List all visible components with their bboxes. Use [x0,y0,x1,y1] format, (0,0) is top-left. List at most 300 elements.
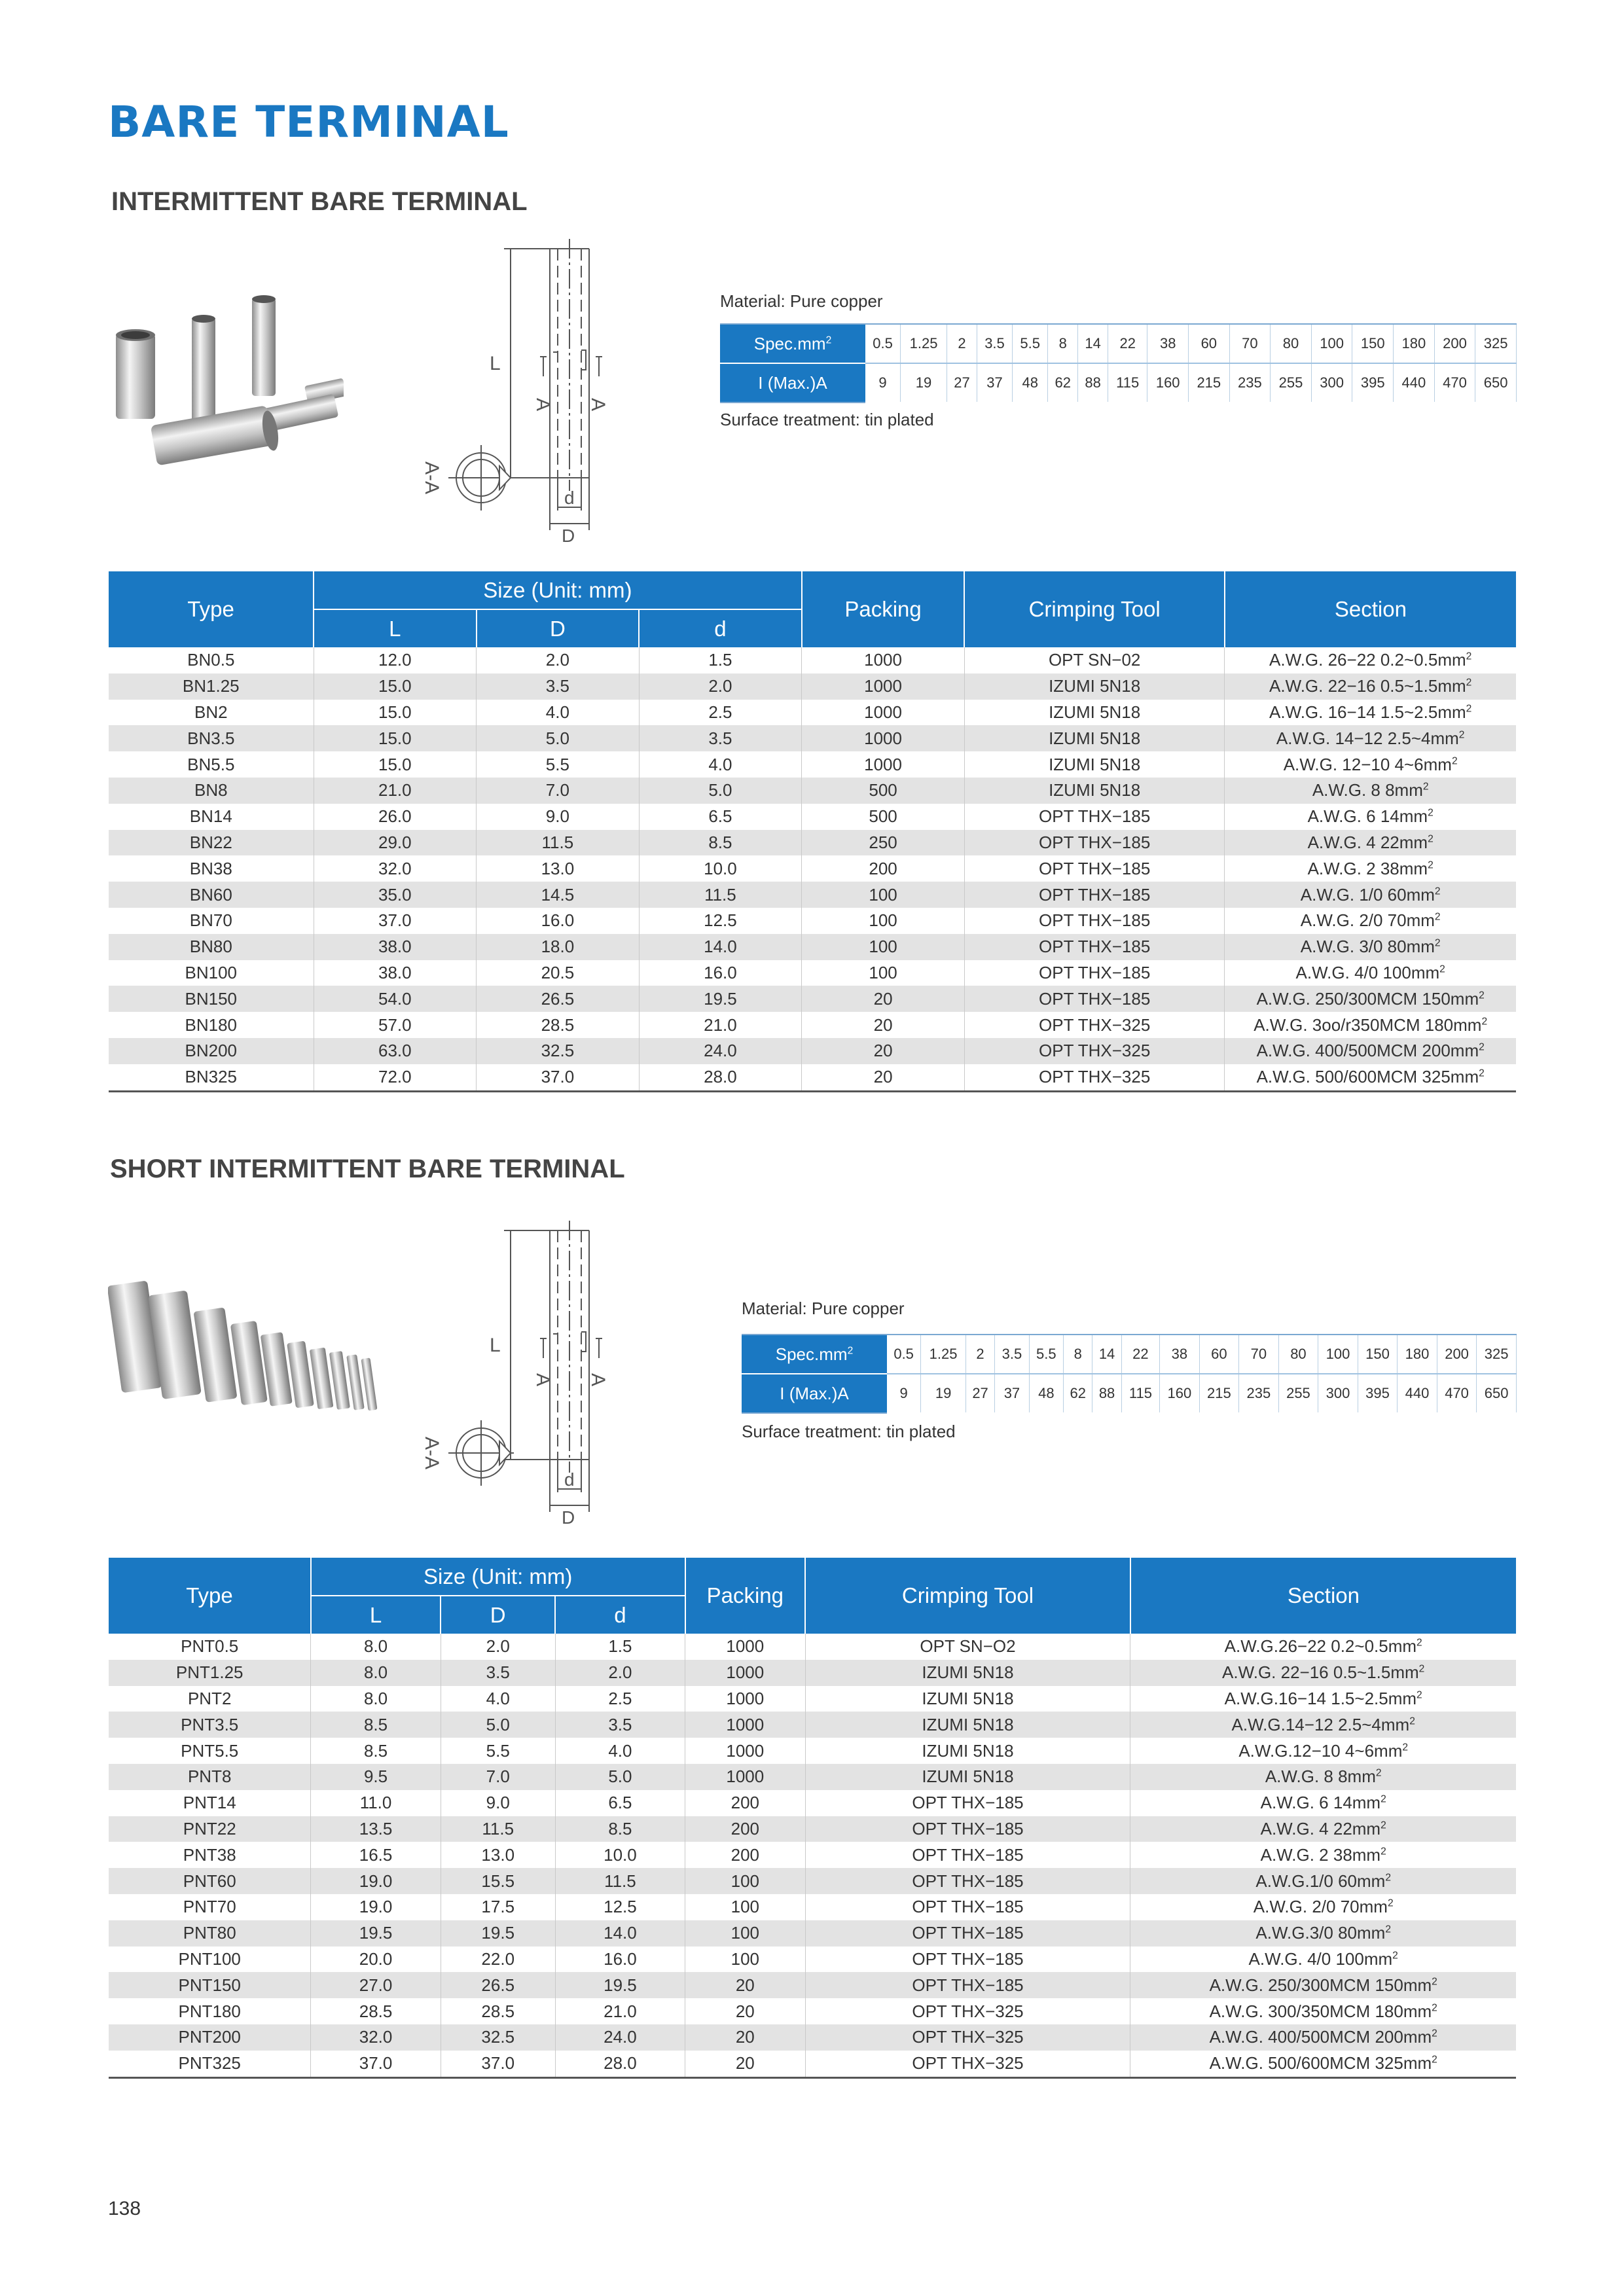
col2-size: Size (Unit: mm) [311,1558,685,1596]
table-cell: 35.0 [314,882,477,908]
table-cell: 500 [802,778,965,804]
technical-drawing-short-intermittent [412,1217,687,1525]
table-cell: 8.5 [555,1816,685,1842]
current-value: 48 [1013,363,1048,403]
table-cell: A.W.G. 4 $22mm^2$ [1225,830,1516,856]
table-cell: 19.5 [639,986,802,1012]
table-cell: A.W.G. 4 $22mm^2$ [1130,1816,1516,1842]
table-cell: IZUMI 5N18 [964,751,1224,778]
table-cell: 15.0 [314,700,477,726]
table-row [109,1764,1516,1790]
table-cell: PNT1.25 [109,1660,311,1686]
table-cell: 2.0 [441,1634,555,1660]
table-cell: 11.5 [441,1816,555,1842]
table-cell: 10.0 [555,1842,685,1868]
table-cell: 100 [685,1946,806,1973]
table-cell: 5.0 [555,1764,685,1790]
product-photo-short-intermittent [108,1273,396,1437]
table-row [109,673,1516,700]
current-value: 650 [1475,363,1517,403]
current-value: 215 [1199,1374,1239,1413]
table-cell: BN3.5 [109,725,314,751]
table-cell: 20 [802,1064,965,1091]
table-row [109,855,1516,882]
spec-value: 70 [1229,324,1271,363]
table-row [109,1790,1516,1816]
table-cell: A.W.G.26−22 $0.2\sim 0.5mm^2$ [1130,1634,1516,1660]
table-cell: BN0.5 [187,650,235,670]
table-cell: 1000 [802,700,965,726]
current-value: 395 [1358,1374,1398,1413]
table-cell: A.W.G. 14−12 $2.5\sim 4mm^2$ [1225,725,1516,751]
table-cell: 14.0 [555,1920,685,1946]
spec-value: 100 [1311,324,1352,363]
spec-value: 38 [1160,1335,1200,1374]
table-cell: 19.0 [311,1894,441,1920]
table-cell: 2.0 [555,1660,685,1686]
current-value: 440 [1394,363,1435,403]
table-cell: A.W.G. 250/300MCM $150mm^2$ [1225,986,1516,1012]
current-value: 19 [921,1374,966,1413]
table-cell: A.W.G. 500/600MCM $325mm^2$ [1130,2051,1516,2077]
table-cell: 100 [685,1868,806,1894]
table-cell: PNT22 [109,1816,311,1842]
table-cell: 20 [685,2051,806,2077]
spec-value: 2 [965,1335,994,1374]
table-cell: 5.5 [477,751,640,778]
table-row [109,647,1516,673]
table-cell: IZUMI 5N18 [805,1764,1130,1790]
table-cell: 100 [685,1894,806,1920]
table-cell: PNT14 [183,1793,236,1813]
table-cell: 5.0 [639,778,802,804]
table-cell: OPT THX−185 [964,830,1224,856]
spec-header-2: $Spec.mm^2$ [742,1335,887,1374]
current-value: 160 [1147,363,1189,403]
current-value: 440 [1398,1374,1437,1413]
table-cell: 32.0 [311,2024,441,2051]
table-cell: BN8 [109,778,314,804]
table-cell: 200 [685,1842,806,1868]
table-cell: 1000 [685,1764,806,1790]
spec-value: 0.5 [887,1335,921,1374]
current-value: 300 [1318,1374,1358,1413]
current-value: 160 [1160,1374,1200,1413]
current-header-2: I (Max.)A [742,1374,887,1413]
current-value: 27 [965,1374,994,1413]
table-cell: 57.0 [314,1012,477,1038]
spec-value: 70 [1239,1335,1279,1374]
table-cell: 20.0 [311,1946,441,1973]
drawing-label-d: d [564,488,575,508]
table-cell: 1000 [685,1634,806,1660]
table-cell: 1000 [802,725,965,751]
table-cell: IZUMI 5N18 [964,725,1224,751]
table-cell: PNT0.5 [181,1636,239,1657]
table-cell: 29.0 [314,830,477,856]
table-cell: A.W.G. 2 $38mm^2$ [1225,855,1516,882]
section-title-short-intermittent: SHORT INTERMITTENT BARE TERMINAL [110,1155,625,1183]
current-value: 62 [1048,363,1078,403]
table-cell: A.W.G.12−10 $4\sim 6mm^2$ [1130,1738,1516,1764]
table-cell: 3.5 [477,673,640,700]
current-value: 470 [1434,363,1475,403]
table-cell: 2.5 [639,700,802,726]
table-cell: 3.5 [639,725,802,751]
table-cell: OPT THX−325 [964,1038,1224,1064]
spec-value: 180 [1398,1335,1437,1374]
table-cell: 5.5 [441,1738,555,1764]
table-cell: 500 [802,804,965,830]
table-cell: 16.0 [639,960,802,986]
table-cell: PNT70 [183,1897,236,1917]
table-cell: 11.5 [477,830,640,856]
table-cell: OPT THX−185 [805,1816,1130,1842]
table-cell: 19.5 [311,1920,441,1946]
table-row [109,1894,1516,1920]
table-cell: OPT THX−185 [805,1972,1130,1998]
table-cell: 32.0 [314,855,477,882]
spec-value: 200 [1434,324,1475,363]
table-cell: OPT THX−185 [964,804,1224,830]
spec-value: 80 [1278,1335,1318,1374]
col2-L: L [311,1596,441,1634]
table-cell: 6.5 [639,804,802,830]
drawing2-label-d: d [564,1469,575,1490]
table-cell: 26.5 [477,986,640,1012]
table-cell: 72.0 [314,1064,477,1091]
spec-value: 5.5 [1029,1335,1063,1374]
table-cell: PNT200 [109,2024,311,2051]
col2-d: d [555,1596,685,1634]
spec-value: 3.5 [977,324,1012,363]
current-value: 62 [1064,1374,1092,1413]
material-note-2: Material: Pure copper [742,1299,905,1318]
spec-value: 38 [1147,324,1189,363]
table-cell: 1000 [802,673,965,700]
current-value: 115 [1108,363,1147,403]
spec-value: 0.5 [865,324,901,363]
table-cell: 14.0 [639,934,802,960]
col-crimping-tool: Crimping Tool [964,571,1224,647]
table-cell: 20 [685,1998,806,2024]
spec-value: 8 [1064,1335,1092,1374]
page-title: BARE TERMINAL [108,97,509,147]
table-row [109,1012,1516,1038]
table-row [109,804,1516,830]
table-cell: A.W.G. 2/0 $70mm^2$ [1130,1894,1516,1920]
current-value: 37 [977,363,1012,403]
table-cell: PNT80 [109,1920,311,1946]
table-cell: 26.0 [314,804,477,830]
table-cell: 8.5 [311,1712,441,1738]
current-value: 27 [947,363,977,403]
table-row [109,1972,1516,1998]
table-cell: PNT3.5 [109,1712,311,1738]
table-cell: 18.0 [477,934,640,960]
table-cell: PNT2 [187,1688,232,1708]
table-cell: BN5.5 [187,754,235,774]
table-cell: 1.5 [555,1634,685,1660]
table-row [109,1634,1516,1660]
table-cell: A.W.G.14−12 $2.5\sim 4mm^2$ [1130,1712,1516,1738]
table-cell: 20.5 [477,960,640,986]
table-cell: A.W.G. 6 $14mm^2$ [1225,804,1516,830]
table-cell: A.W.G. 26−22 $0.2\sim 0.5mm^2$ [1225,647,1516,673]
table-cell: 1000 [685,1712,806,1738]
table-cell: A.W.G. 300/350MCM $180mm^2$ [1130,1998,1516,2024]
table-cell: OPT THX−325 [805,1998,1130,2024]
table-cell: 4.0 [441,1686,555,1712]
table-cell: A.W.G. 3oo/r350MCM $180mm^2$ [1225,1012,1516,1038]
table-cell: 16.5 [311,1842,441,1868]
table-cell: 13.5 [311,1816,441,1842]
table-cell: A.W.G. 12−10 $4\sim 6mm^2$ [1225,751,1516,778]
table-cell: OPT THX−185 [964,882,1224,908]
table-row [109,1868,1516,1894]
spec-value: 1.25 [901,324,947,363]
table-cell: 20 [802,1012,965,1038]
table-cell: 28.5 [441,1998,555,2024]
spec-table-short-intermittent [742,1334,1517,1414]
material-note: Material: Pure copper [720,291,883,311]
col2-type: Type [109,1558,311,1634]
current-value: 88 [1078,363,1108,403]
section-title-intermittent: INTERMITTENT BARE TERMINAL [111,187,528,216]
table-cell: IZUMI 5N18 [964,778,1224,804]
table-cell: 100 [802,934,965,960]
table-cell: 14.5 [477,882,640,908]
table-cell: 37.0 [477,1064,640,1091]
table-cell: 200 [685,1816,806,1842]
spec-header: $Spec.mm^2$ [720,324,865,363]
table-row [109,1064,1516,1091]
spec-value: 5.5 [1013,324,1048,363]
table-cell: 100 [802,960,965,986]
table-cell: 4.0 [639,751,802,778]
table-cell: 17.5 [441,1894,555,1920]
table-row [109,908,1516,934]
table-cell: 1.5 [639,647,802,673]
table-cell: 24.0 [555,2024,685,2051]
table-cell: A.W.G. 6 $14mm^2$ [1130,1790,1516,1816]
product-photo-intermittent [108,288,344,511]
drawing2-label-A-A: A-A [421,1437,442,1470]
table-cell: BN60 [109,882,314,908]
product-table-short-intermittent [109,1558,1516,2079]
table-cell: 38.0 [314,960,477,986]
table-row [109,2051,1516,2077]
table-cell: OPT THX−185 [805,1894,1130,1920]
col2-D: D [441,1596,555,1634]
table-cell: A.W.G. 2/0 $70mm^2$ [1225,908,1516,934]
table-cell: 8.5 [639,830,802,856]
table-cell: 20 [802,986,965,1012]
col2-packing: Packing [685,1558,806,1634]
table-cell: 8.0 [311,1634,441,1660]
table-cell: BN80 [109,934,314,960]
col-d: d [639,609,802,647]
table-cell: BN1.25 [109,673,314,700]
table-cell: A.W.G. 2 $38mm^2$ [1130,1842,1516,1868]
table-cell: 1000 [802,751,965,778]
drawing2-label-L: L [490,1335,501,1356]
drawing-label-A-left: A [532,398,554,412]
table-row [109,830,1516,856]
table-cell: A.W.G. 8 $8mm^2$ [1130,1764,1516,1790]
drawing-label-A-A: A-A [421,461,442,495]
table-cell: A.W.G. 4/0 $100mm^2$ [1130,1946,1516,1973]
table-cell: 37.0 [441,2051,555,2077]
surface-note-2: Surface treatment: tin plated [742,1422,956,1441]
spec-value: 200 [1437,1335,1477,1374]
table-cell: 2.5 [555,1686,685,1712]
current-value: 9 [887,1374,921,1413]
table-cell: 9.5 [311,1764,441,1790]
current-value: 48 [1029,1374,1063,1413]
spec-value: 14 [1092,1335,1121,1374]
table-row [109,1920,1516,1946]
spec-value: 3.5 [995,1335,1029,1374]
table-cell: OPT THX−185 [964,855,1224,882]
spec-value: 180 [1394,324,1435,363]
table-cell: 20 [802,1038,965,1064]
product-table-intermittent [109,571,1516,1092]
spec-value: 100 [1318,1335,1358,1374]
table-cell: 37.0 [314,908,477,934]
current-value: 235 [1229,363,1271,403]
table-cell: PNT5.5 [181,1740,239,1761]
current-value: 255 [1278,1374,1318,1413]
table-cell: 10.0 [639,855,802,882]
spec-value: 14 [1078,324,1108,363]
table-row [109,1660,1516,1686]
table-cell: 2.0 [639,673,802,700]
table-cell: 3.5 [441,1660,555,1686]
table-cell: OPT THX−185 [964,960,1224,986]
table-cell: BN325 [109,1064,314,1091]
table-row [109,1038,1516,1064]
table-cell: 5.0 [441,1712,555,1738]
table-cell: 54.0 [314,986,477,1012]
table-cell: 100 [802,882,965,908]
table-cell: 12.0 [314,647,477,673]
technical-drawing-intermittent [412,236,687,543]
col-size: Size (Unit: mm) [314,571,802,609]
table-cell: 1000 [685,1660,806,1686]
table-row [109,934,1516,960]
table-cell: A.W.G. 8 $8mm^2$ [1225,778,1516,804]
current-value: 37 [995,1374,1029,1413]
table-cell: 26.5 [441,1972,555,1998]
table-row [109,1712,1516,1738]
table-cell: BN200 [109,1038,314,1064]
current-value: 255 [1271,363,1312,403]
table-cell: 11.5 [555,1868,685,1894]
table-cell: 100 [685,1920,806,1946]
table-row [109,882,1516,908]
table-row [109,960,1516,986]
current-value: 395 [1352,363,1394,403]
table-row [109,1998,1516,2024]
current-value: 19 [901,363,947,403]
spec-value: 2 [947,324,977,363]
table-cell: A.W.G.1/0 $60mm^2$ [1130,1868,1516,1894]
current-value: 300 [1311,363,1352,403]
table-cell: OPT THX−185 [805,1842,1130,1868]
spec-value: 80 [1271,324,1312,363]
table-cell: 21.0 [555,1998,685,2024]
table-cell: OPT THX−185 [964,934,1224,960]
table-cell: 21.0 [639,1012,802,1038]
table-cell: 100 [802,908,965,934]
spec-value: 150 [1352,324,1394,363]
table-cell: OPT THX−185 [964,986,1224,1012]
table-cell: 22.0 [441,1946,555,1973]
table-cell: 19.5 [441,1920,555,1946]
spec-value: 1.25 [921,1335,966,1374]
spec-value: 8 [1048,324,1078,363]
table-cell: 1000 [685,1686,806,1712]
current-value: 9 [865,363,901,403]
spec-value: 60 [1199,1335,1239,1374]
table-cell: 21.0 [314,778,477,804]
table-cell: A.W.G. 16−14 $1.5\sim 2.5mm^2$ [1225,700,1516,726]
table-cell: 38.0 [314,934,477,960]
table-cell: IZUMI 5N18 [805,1686,1130,1712]
table-cell: A.W.G. 400/500MCM $200mm^2$ [1225,1038,1516,1064]
table-cell: PNT325 [109,2051,311,2077]
table-cell: 12.5 [639,908,802,934]
table-cell: A.W.G. 250/300MCM $150mm^2$ [1130,1972,1516,1998]
spec-value: 325 [1477,1335,1517,1374]
drawing2-label-D: D [562,1507,575,1525]
table-cell: A.W.G. 1/0 $60mm^2$ [1225,882,1516,908]
col2-crimping-tool: Crimping Tool [805,1558,1130,1634]
table-cell: 1000 [685,1738,806,1764]
surface-note: Surface treatment: tin plated [720,410,934,429]
table-cell: A.W.G. 500/600MCM $325mm^2$ [1225,1064,1516,1091]
table-cell: PNT38 [183,1844,236,1865]
spec-value: 150 [1358,1335,1398,1374]
table-cell: IZUMI 5N18 [805,1660,1130,1686]
current-header: I (Max.)A [720,363,865,403]
table-cell: 3.5 [555,1712,685,1738]
table-cell: 20 [685,1972,806,1998]
table-cell: 1000 [802,647,965,673]
current-value: 215 [1189,363,1230,403]
spec-value: 60 [1189,324,1230,363]
table-cell: 15.5 [441,1868,555,1894]
table-cell: 11.0 [311,1790,441,1816]
table-cell: 15.0 [314,673,477,700]
table-row [109,700,1516,726]
table-row [109,2024,1516,2051]
table-cell: 8.0 [311,1660,441,1686]
table-row [109,1842,1516,1868]
table-cell: 63.0 [314,1038,477,1064]
table-cell: OPT THX−325 [964,1012,1224,1038]
table-cell: 7.0 [477,778,640,804]
table-cell: 8.5 [311,1738,441,1764]
table-cell: 16.0 [477,908,640,934]
table-cell: IZUMI 5N18 [964,673,1224,700]
table-cell: 9.0 [441,1790,555,1816]
table-cell: 32.5 [441,2024,555,2051]
table-cell: 19.0 [311,1868,441,1894]
table-cell: BN38 [189,858,232,878]
table-cell: PNT60 [109,1868,311,1894]
